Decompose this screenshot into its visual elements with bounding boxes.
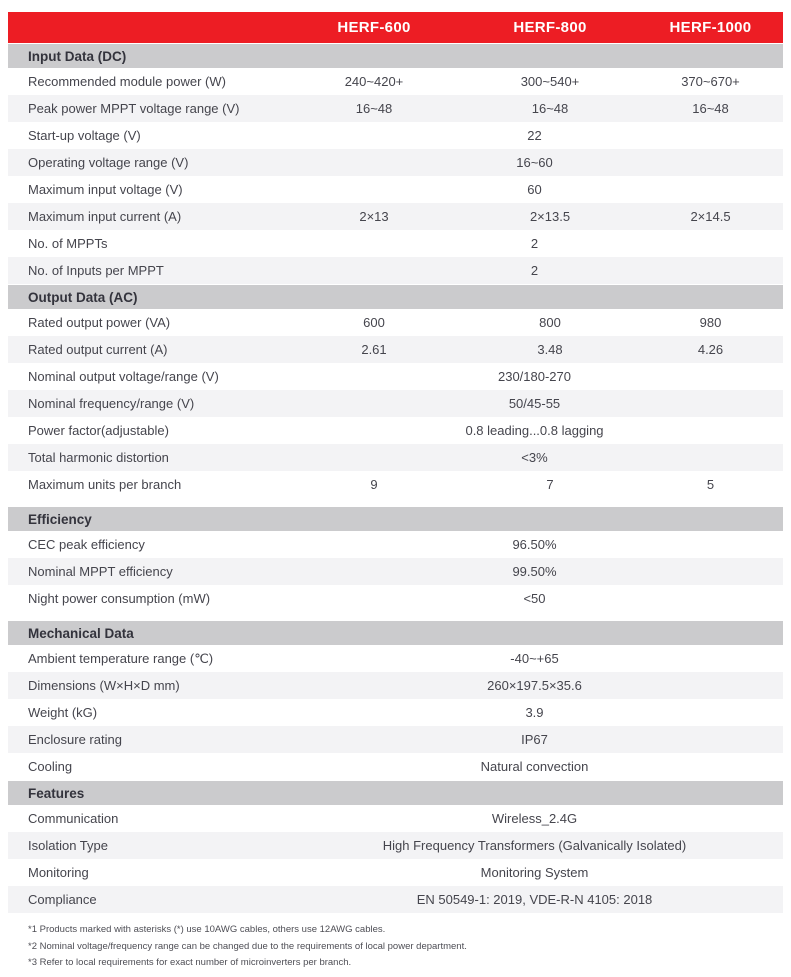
row-label: Start-up voltage (V) xyxy=(28,128,141,143)
row-label: Rated output power (VA) xyxy=(28,315,171,330)
row-label: Ambient temperature range (℃) xyxy=(28,650,214,666)
row-label: CEC peak efficiency xyxy=(28,537,145,552)
row-label: Power factor(adjustable) xyxy=(28,423,169,438)
table-row xyxy=(8,149,783,176)
row-value-spanning: -40~+65 xyxy=(510,651,559,666)
footnote-1: *1 Products marked with asterisks (*) use 10AWG cables, others use 12AWG cables. xyxy=(28,924,386,935)
section-title: Mechanical Data xyxy=(8,621,783,645)
row-label: Isolation Type xyxy=(28,838,108,853)
row-label: Communication xyxy=(28,811,119,826)
row-label: Maximum input current (A) xyxy=(28,209,182,224)
row-value: 5 xyxy=(706,477,715,492)
row-label: Rated output current (A) xyxy=(28,342,168,357)
table-row xyxy=(8,859,783,886)
row-value: 2×13.5 xyxy=(529,209,571,224)
row-label: Enclosure rating xyxy=(28,732,122,747)
row-value: 370~670+ xyxy=(681,74,740,89)
row-value: 16~48 xyxy=(692,101,729,116)
table-row xyxy=(8,699,783,726)
row-value-spanning: 2 xyxy=(530,236,539,251)
table-header-row xyxy=(8,12,783,43)
section-rows xyxy=(8,531,783,612)
row-label: Cooling xyxy=(28,759,73,774)
section-title: Features xyxy=(8,781,783,805)
row-label: Night power consumption (mW) xyxy=(28,591,211,606)
table-row xyxy=(8,471,783,498)
row-label: Weight (kG) xyxy=(28,705,98,720)
spec-table xyxy=(8,12,783,913)
table-row xyxy=(8,95,783,122)
spec-section xyxy=(8,507,783,612)
row-label: No. of MPPTs xyxy=(28,236,108,251)
row-value-spanning: 50/45-55 xyxy=(508,396,561,411)
table-row xyxy=(8,203,783,230)
table-row xyxy=(8,230,783,257)
table-row xyxy=(8,390,783,417)
table-row xyxy=(8,558,783,585)
section-rows xyxy=(8,68,783,284)
section-rows xyxy=(8,309,783,498)
row-value: 980 xyxy=(699,315,722,330)
row-value-spanning: 0.8 leading...0.8 lagging xyxy=(465,423,604,438)
footnotes xyxy=(28,922,768,972)
section-title: Input Data (DC) xyxy=(8,44,783,68)
row-value: 2×14.5 xyxy=(690,209,731,224)
table-row xyxy=(8,805,783,832)
row-value-spanning: 2 xyxy=(530,263,539,278)
spec-section xyxy=(8,781,783,913)
row-value: 16~48 xyxy=(355,101,393,116)
row-value-spanning: EN 50549-1: 2019, VDE-R-N 4105: 2018 xyxy=(416,892,653,907)
row-label: Nominal output voltage/range (V) xyxy=(28,369,219,384)
row-label: Maximum units per branch xyxy=(28,477,182,492)
row-value-spanning: Natural convection xyxy=(480,759,589,774)
column-header-herf-800: HERF-800 xyxy=(513,19,587,36)
row-value-spanning: 60 xyxy=(527,182,542,197)
row-label: Monitoring xyxy=(28,865,89,880)
footnote-2: *2 Nominal voltage/frequency range can be changed due to the requirements of local power department. xyxy=(28,940,467,952)
row-value: 2.61 xyxy=(361,342,387,357)
row-value: 3.48 xyxy=(537,342,563,357)
row-label: Maximum input voltage (V) xyxy=(28,182,183,197)
row-value-spanning: 3.9 xyxy=(525,705,544,720)
row-value: 800 xyxy=(539,315,561,330)
row-value: 600 xyxy=(363,315,385,330)
table-row xyxy=(8,363,783,390)
table-row xyxy=(8,417,783,444)
table-row xyxy=(8,309,783,336)
footnote-3: *3 Refer to local requirements for exact number of microinverters per branch. xyxy=(28,957,352,968)
row-label: Dimensions (W×H×D mm) xyxy=(28,678,180,693)
row-label: Compliance xyxy=(28,892,97,907)
row-value-spanning: Monitoring System xyxy=(480,865,589,880)
table-row xyxy=(8,645,783,672)
table-row xyxy=(8,753,783,780)
row-value: 2×13 xyxy=(359,209,389,224)
row-label: Recommended module power (W) xyxy=(28,74,226,89)
table-row xyxy=(8,68,783,95)
table-row xyxy=(8,531,783,558)
table-row xyxy=(8,444,783,471)
row-label: No. of Inputs per MPPT xyxy=(28,263,164,278)
row-label: Peak power MPPT voltage range (V) xyxy=(28,101,240,116)
row-value-spanning: 260×197.5×35.6 xyxy=(487,678,582,693)
row-value: 4.26 xyxy=(697,342,724,357)
row-value: 240~420+ xyxy=(344,74,404,89)
row-value-spanning: IP67 xyxy=(521,732,548,747)
spec-section xyxy=(8,44,783,284)
row-value: 7 xyxy=(546,477,554,492)
row-value-spanning: <50 xyxy=(523,591,546,606)
table-row xyxy=(8,585,783,612)
table-row xyxy=(8,257,783,284)
row-value-spanning: 16~60 xyxy=(516,155,553,170)
row-value-spanning: 22 xyxy=(527,128,542,143)
table-row xyxy=(8,176,783,203)
row-value-spanning: 99.50% xyxy=(512,564,557,579)
row-value: 16~48 xyxy=(531,101,569,116)
section-title: Efficiency xyxy=(8,507,783,531)
sections-root xyxy=(8,44,783,913)
row-label: Operating voltage range (V) xyxy=(28,155,189,170)
row-label: Total harmonic distortion xyxy=(28,450,169,465)
row-value-spanning: 96.50% xyxy=(512,537,557,552)
table-row xyxy=(8,336,783,363)
section-rows xyxy=(8,645,783,780)
table-row xyxy=(8,832,783,859)
table-row xyxy=(8,672,783,699)
spec-section xyxy=(8,621,783,780)
row-label: Nominal frequency/range (V) xyxy=(28,396,195,411)
row-value-spanning: High Frequency Transformers (Galvanically Isolated) xyxy=(382,838,687,853)
column-header-herf-1000: HERF-1000 xyxy=(669,19,752,36)
row-label: Nominal MPPT efficiency xyxy=(28,564,173,579)
row-value-spanning: Wireless_2.4G xyxy=(491,811,578,826)
spec-section xyxy=(8,285,783,498)
row-value-spanning: <3% xyxy=(521,450,548,465)
section-title: Output Data (AC) xyxy=(8,285,783,309)
table-row xyxy=(8,726,783,753)
row-value-spanning: 230/180-270 xyxy=(497,369,571,384)
table-row xyxy=(8,886,783,913)
table-row xyxy=(8,122,783,149)
column-header-herf-600: HERF-600 xyxy=(337,19,411,36)
row-value: 9 xyxy=(370,477,378,492)
row-value: 300~540+ xyxy=(520,74,580,89)
section-rows xyxy=(8,805,783,913)
